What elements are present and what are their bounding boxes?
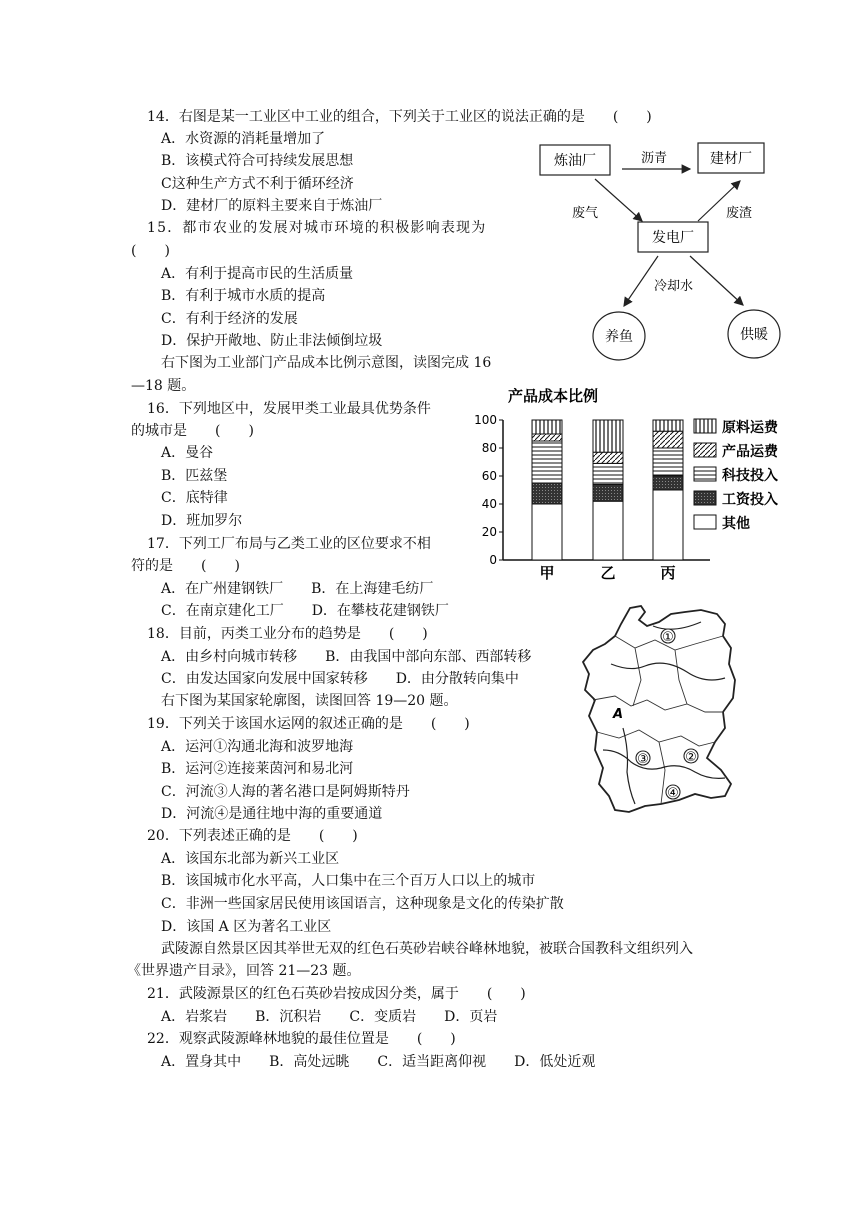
x-tick-label: 乙 <box>600 564 616 582</box>
slag-label: 废渣 <box>726 206 753 221</box>
legend-swatch <box>694 419 716 433</box>
q14-option-a: A．水资源的消耗量增加了 <box>161 131 326 147</box>
q17-stem: 17．下列工厂布局与乙类工业的区位要求不相 <box>147 536 431 552</box>
q21-options: A．岩浆岩 B．沉积岩 C．变质岩 D．页岩 <box>161 1009 498 1025</box>
bar-segment <box>653 476 683 490</box>
bar-segment <box>593 463 623 484</box>
q15-option-d: D．保护开敞地、防止非法倾倒垃圾 <box>161 333 383 349</box>
legend-label: 科技投入 <box>722 468 778 484</box>
cooling-label: 冷却水 <box>654 279 694 294</box>
q19-stem: 19．下列关于该国水运网的叙述正确的是 ( ) <box>147 716 470 732</box>
bar-segment <box>593 501 623 560</box>
q18-options-ab: A．由乡村向城市转移 B．由我国中部向东部、西部转移 <box>161 649 532 665</box>
y-tick-label: 60 <box>481 469 497 483</box>
q15-stem: 15．都市农业的发展对城市环境的积极影响表现为 <box>147 220 487 236</box>
river-line <box>611 663 725 680</box>
canal-line <box>653 622 701 629</box>
q19-option-b: B．运河②连接莱茵河和易北河 <box>161 761 354 777</box>
marker-3-label: ③ <box>637 752 649 767</box>
bar-segment <box>532 420 562 434</box>
bar-segment <box>532 504 562 560</box>
q16-stem: 16．下列地区中，发展甲类工业最具优势条件 <box>147 401 431 417</box>
bar-segment <box>593 484 623 501</box>
x-tick-label: 丙 <box>660 564 676 582</box>
q18-stem: 18．目前，丙类工业分布的趋势是 ( ) <box>147 626 428 642</box>
legend-swatch <box>694 467 716 481</box>
cost-ratio-chart <box>470 385 810 585</box>
q14-option-d: D．建材厂的原料主要来自于炼油厂 <box>161 198 383 214</box>
state-line <box>597 730 715 746</box>
state-line <box>633 648 687 804</box>
q22-options: A．置身其中 B．高处远眺 C．适当距离仰视 D．低处近观 <box>161 1054 596 1070</box>
q16-option-a: A．曼谷 <box>161 445 214 461</box>
country-border <box>583 606 735 812</box>
q14-stem: 14．右图是某一工业区中工业的组合，下列关于工业区的说法正确的是 ( ) <box>147 109 652 125</box>
q17-options-cd: C．在南京建化工厂 D．在攀枝花建钢铁厂 <box>161 603 449 619</box>
y-tick-label: 40 <box>481 497 497 511</box>
q15-option-b: B．有利于城市水质的提高 <box>161 288 326 304</box>
q20-option-c: C．非洲一些国家居民使用该国语言，这种现象是文化的传染扩散 <box>161 896 564 912</box>
exhaust-label: 废气 <box>572 206 599 221</box>
chart-title: 产品成本比例 <box>508 387 599 405</box>
legend-swatch <box>694 491 716 505</box>
exhaust-arrow <box>595 179 642 221</box>
legend-swatch <box>694 443 716 457</box>
legend-label: 原料运费 <box>722 420 778 436</box>
intro-16-18: 右下图为工业部门产品成本比例示意图，读图完成 16 <box>161 355 492 371</box>
river-line <box>623 728 635 804</box>
bar-segment <box>653 420 683 431</box>
q19-option-d: D．河流④是通往地中海的重要通道 <box>161 806 383 822</box>
fish-label: 养鱼 <box>605 329 633 345</box>
y-tick-label: 0 <box>489 553 497 567</box>
heating-label: 供暖 <box>740 327 768 343</box>
intro-16-18-cont: —18 题。 <box>131 378 196 394</box>
x-tick-label: 甲 <box>539 564 555 582</box>
y-tick-label: 20 <box>481 525 497 539</box>
region-a-label: A <box>613 707 624 722</box>
q21-stem: 21．武陵源景区的红色石英砂岩按成因分类，属于 ( ) <box>147 986 526 1002</box>
q18-options-cd: C．由发达国家向发展中国家转移 D．由分散转向集中 <box>161 671 519 687</box>
intro-21-23: 武陵源自然景区因其举世无双的红色石英砂岩峡谷峰林地貌，被联合国教科文组织列入 <box>161 941 693 957</box>
y-tick-label: 80 <box>481 441 497 455</box>
legend-label: 其他 <box>722 516 750 532</box>
q14-option-b: B．该模式符合可持续发展思想 <box>161 153 354 169</box>
intro-19-20: 右下图为某国家轮廓图，读图回答 19—20 题。 <box>161 693 458 709</box>
q19-option-c: C．河流③人海的著名港口是阿姆斯特丹 <box>161 784 410 800</box>
bar-segment <box>532 434 562 441</box>
bar-segment <box>593 452 623 463</box>
building-label: 建材厂 <box>710 151 752 167</box>
bar-segment <box>653 431 683 448</box>
q16-option-b: B．匹兹堡 <box>161 468 228 484</box>
industry-flow-diagram <box>530 125 790 380</box>
q15-paren: ( ) <box>131 243 170 259</box>
y-tick-label: 100 <box>474 413 497 427</box>
marker-4-label: ④ <box>667 786 679 801</box>
q20-option-b: B．该国城市化水平高，人口集中在三个百万人口以上的城市 <box>161 873 536 889</box>
bar-segment <box>532 441 562 483</box>
q22-stem: 22．观察武陵源峰林地貌的最佳位置是 ( ) <box>147 1031 456 1047</box>
q15-option-c: C．有利于经济的发展 <box>161 311 298 327</box>
q16-option-c: C．底特律 <box>161 490 228 506</box>
q19-option-a: A．运河①沟通北海和波罗地海 <box>161 739 354 755</box>
bar-segment <box>593 420 623 452</box>
q20-stem: 20．下列表述正确的是 ( ) <box>147 828 358 844</box>
q17-options-ab: A．在广州建钢铁厂 B．在上海建毛纺厂 <box>161 581 434 597</box>
asphalt-label: 沥青 <box>641 151 668 166</box>
bar-segment <box>653 490 683 560</box>
refinery-label: 炼油厂 <box>554 153 596 169</box>
marker-2-label: ② <box>685 750 697 765</box>
q20-option-d: D．该国 A 区为著名工业区 <box>161 919 332 935</box>
bar-segment <box>653 448 683 476</box>
country-outline-map <box>575 600 745 825</box>
legend-label: 工资投入 <box>722 492 778 508</box>
q17-stem-cont: 符的是 ( ) <box>131 558 240 574</box>
marker-1-label: ① <box>662 630 674 645</box>
q14-option-c: C这种生产方式不利于循环经济 <box>161 176 354 192</box>
q16-option-d: D．班加罗尔 <box>161 513 243 529</box>
power-label: 发电厂 <box>652 230 694 246</box>
legend-label: 产品运费 <box>722 444 778 460</box>
q20-option-a: A．该国东北部为新兴工业区 <box>161 851 340 867</box>
bar-segment <box>532 483 562 504</box>
q15-option-a: A．有利于提高市民的生活质量 <box>161 266 354 282</box>
legend-swatch <box>694 515 716 529</box>
cooling-left-arrow <box>624 256 658 306</box>
q16-stem-cont: 的城市是 ( ) <box>131 423 254 439</box>
intro-21-23-cont: 《世界遗产目录》，回答 21—23 题。 <box>127 963 361 979</box>
cooling-right-arrow <box>690 256 743 305</box>
